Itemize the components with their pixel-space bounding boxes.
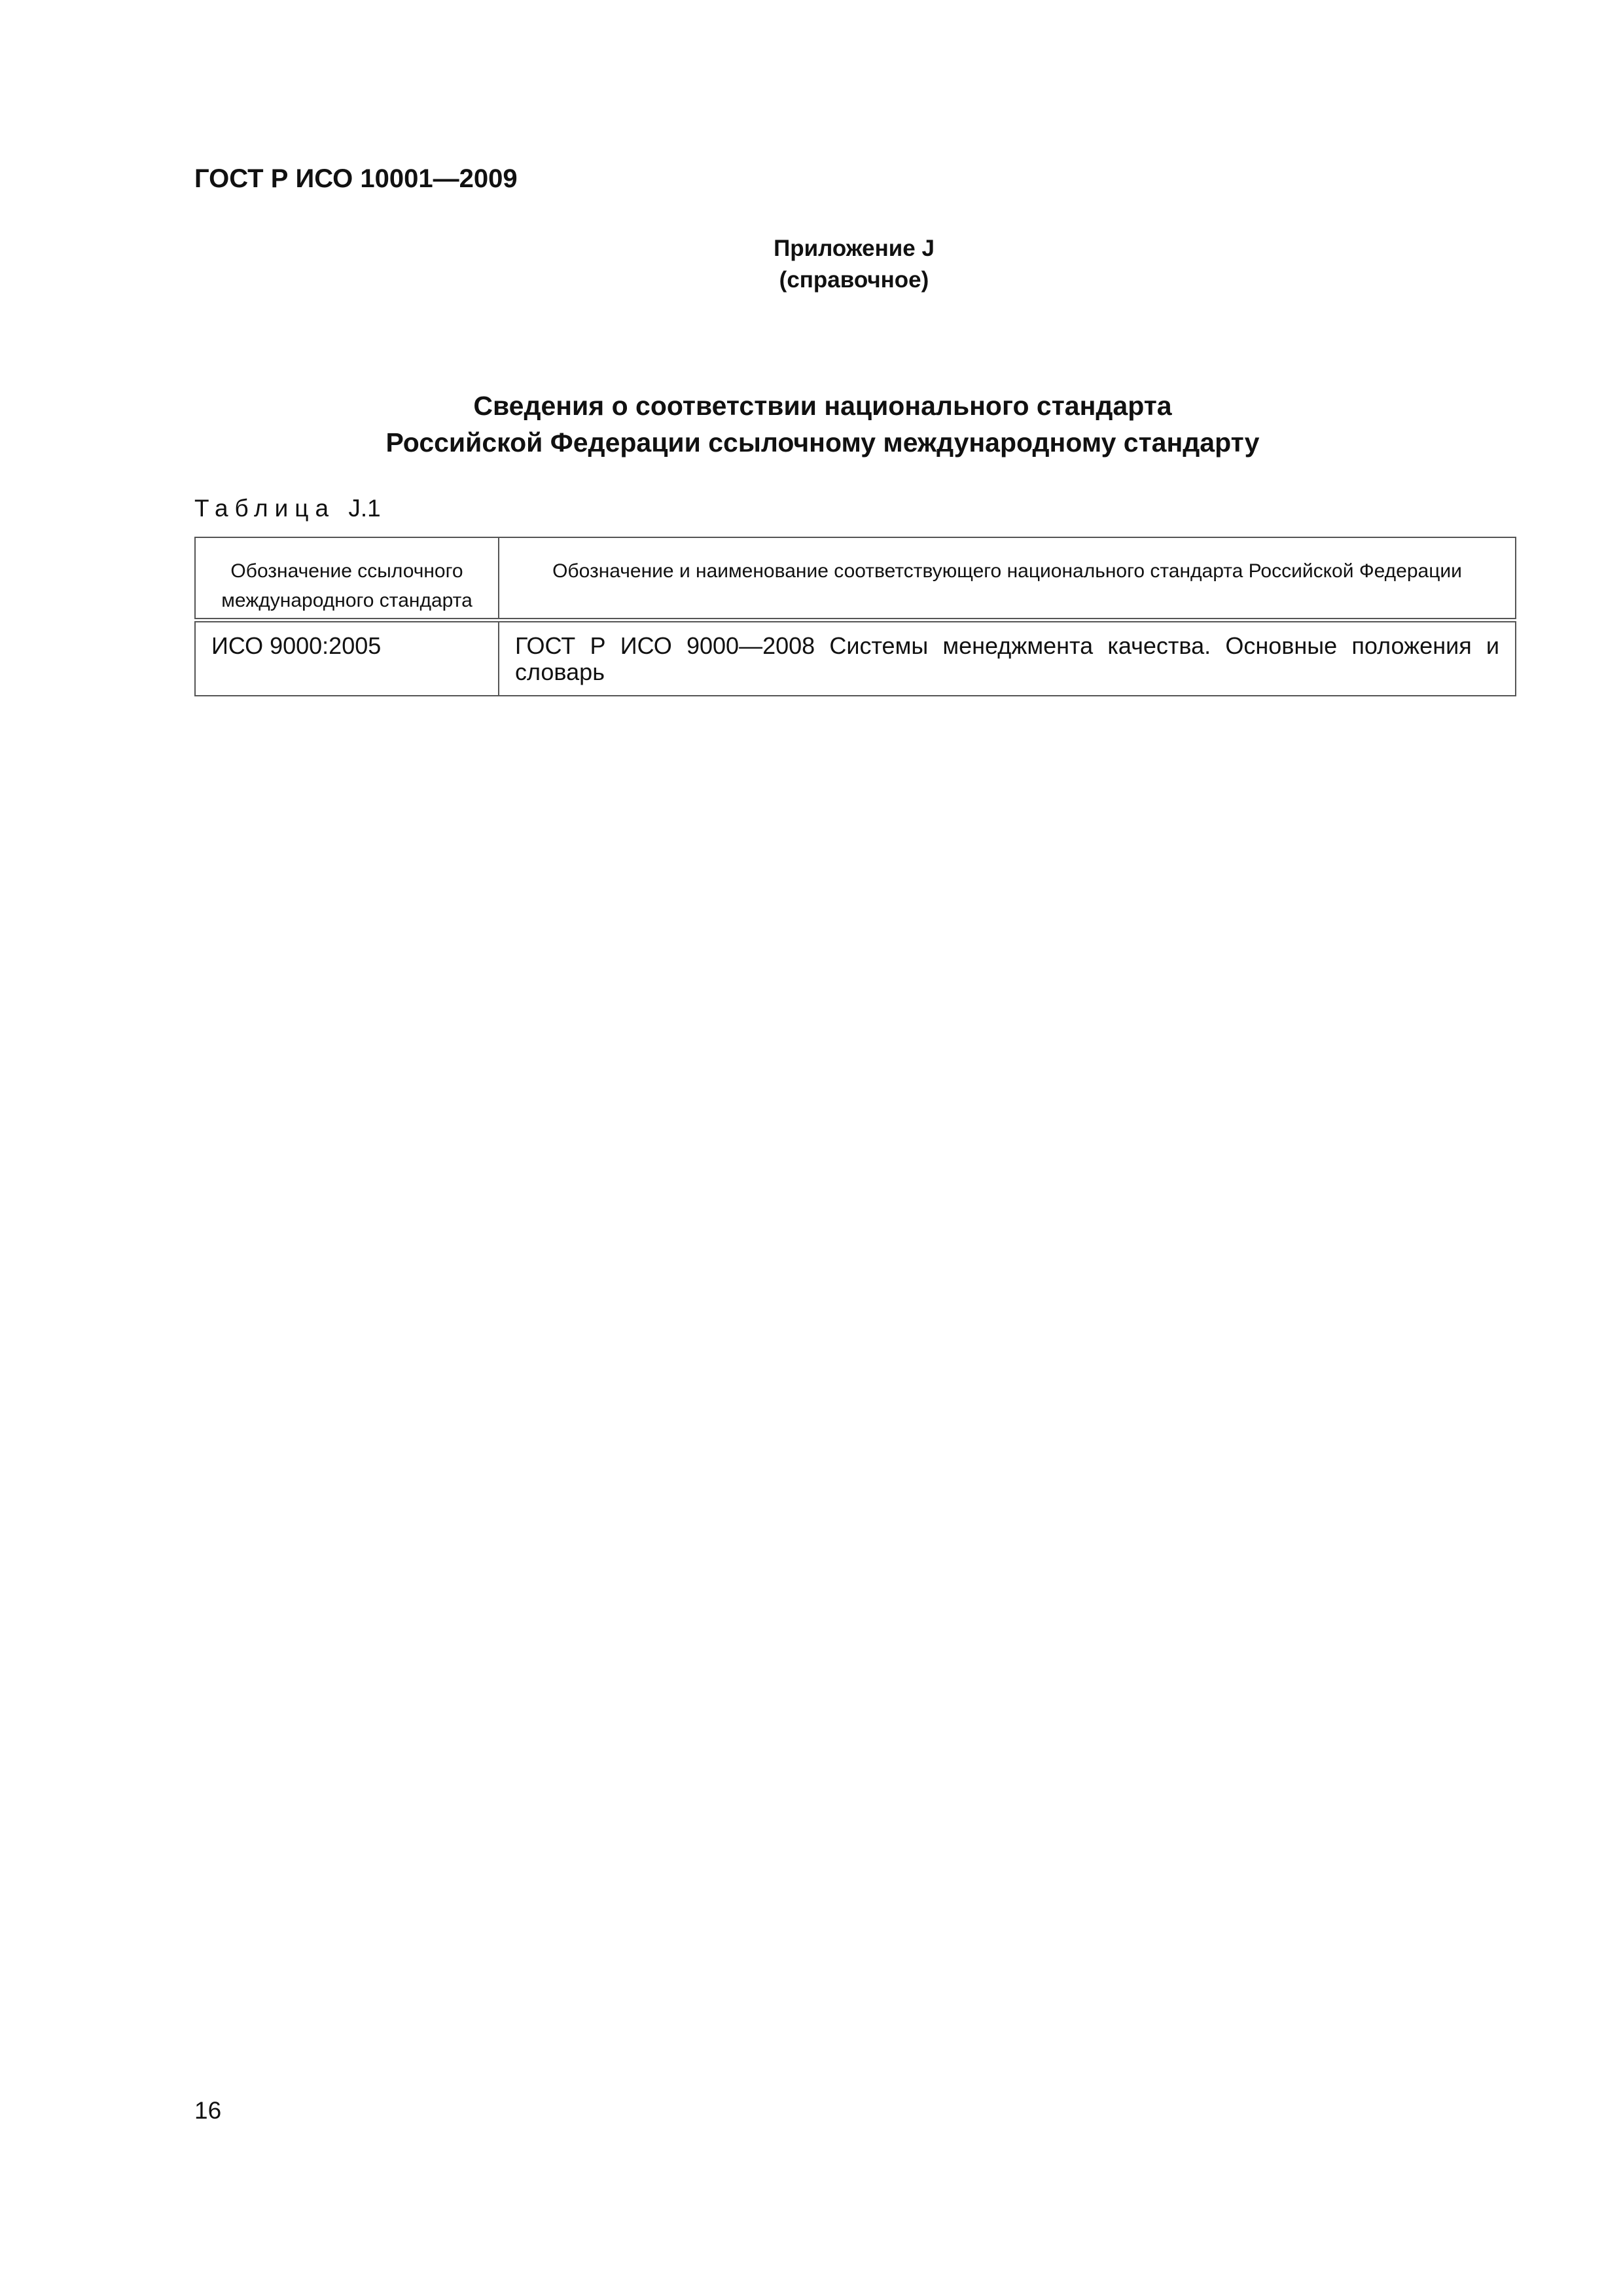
cell-national-standard: ГОСТ Р ИСО 9000—2008 Системы менеджмента качества. Основные положения и словарь [499,620,1516,696]
annex-title-line-2: Российской Федерации ссылочному международному стандарту [385,427,1260,457]
column-header-national-standard: Обозначение и наименование соответствующего национального стандарта Российской Федерации [499,537,1516,620]
annex-title [194,387,1451,461]
table-row [195,620,1516,696]
correspondence-table [194,537,1516,696]
annex-label-block [720,233,988,296]
cell-reference-standard: ИСО 9000:2005 [195,620,499,696]
table-caption-word: Таблица [194,495,336,522]
page-number: 16 [194,2097,222,2124]
annex-title-line-1: Сведения о соответствии национального стандарта [473,391,1172,421]
table-caption-number: J.1 [348,495,381,522]
annex-type: (справочное) [779,267,929,293]
table-caption [194,494,381,523]
document-standard-code: ГОСТ Р ИСО 10001—2009 [194,164,518,193]
annex-label: Приложение J [774,236,935,261]
table-header-row [195,537,1516,620]
column-header-reference-standard: Обозначение ссылочного международного стандарта [195,537,499,620]
